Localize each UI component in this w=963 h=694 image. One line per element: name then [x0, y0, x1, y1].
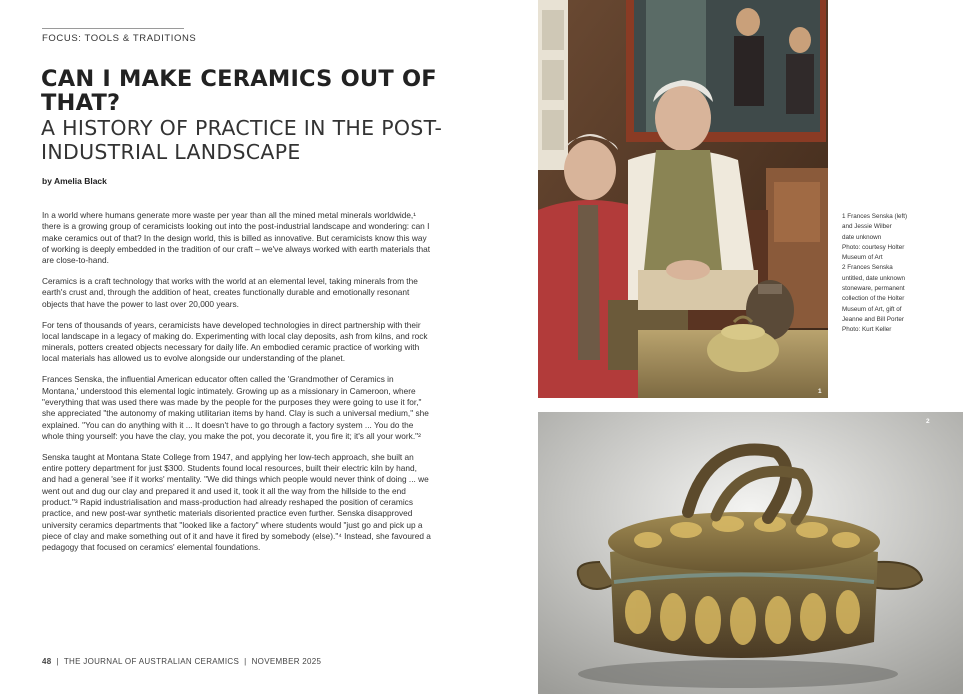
caption-line: untitled, date unknown: [842, 274, 906, 282]
caption-line: Museum of Art: [842, 254, 883, 262]
body-paragraph: In a world where humans generate more waste per year than all the mined metal minerals worldwide,¹ there is a growing group of ceramicists looking out into the post-industrial landscape and wondering: can I make ceramics out of that? In the design world, this is billed as innovative. But ceramicists know this way of working is deeply embedded in the tradition of our craft – we've always worked with earth materials that are close-to-hand.: [42, 210, 431, 266]
figure-number: 2: [926, 418, 930, 425]
footer-separator: |: [56, 657, 59, 666]
page-number: 48: [42, 657, 52, 666]
section-label: FOCUS: TOOLS & TRADITIONS: [42, 33, 197, 44]
issue-date: NOVEMBER 2025: [251, 657, 322, 666]
page-footer: [42, 657, 321, 666]
photo-caption: [842, 212, 957, 336]
article-subtitle: A HISTORY OF PRACTICE IN THE POST-INDUSTRIAL LANDSCAPE: [41, 116, 443, 164]
caption-line: date unknown: [842, 233, 882, 241]
journal-name: THE JOURNAL OF AUSTRALIAN CERAMICS: [63, 657, 240, 666]
caption-line: Jeanne and Bill Porter: [842, 315, 904, 323]
body-paragraph: Ceramics is a craft technology that works with the world at an elemental level, taking minerals from the earth's crust and, through the addition of heat, creates functionally durable and emotionally resonant objects that have the power to last over 20,000 years.: [42, 276, 418, 309]
byline: by Amelia Black: [42, 176, 107, 186]
section-rule: [42, 28, 184, 29]
figure-number: 1: [818, 388, 822, 395]
caption-line: Museum of Art, gift of: [842, 305, 902, 313]
article-headline: CAN I MAKE CERAMICS OUT OF THAT?: [41, 66, 437, 116]
photo-senska-and-wilber: [538, 0, 828, 398]
caption-line: 2 Frances Senska: [842, 264, 893, 272]
caption-line: collection of the Holter: [842, 295, 905, 303]
footer-separator: |: [244, 657, 247, 666]
photo-stoneware-casserole: [538, 412, 963, 694]
caption-line: and Jessie Wilber: [842, 223, 892, 231]
body-paragraph: For tens of thousands of years, ceramicists have developed technologies in direct partnership with their local landscape in a legacy of making do. Experimenting with local clay deposits, ash from kilns, and rock minerals, potters created objects necessary for daily life. An embodied ceramic practice of working with local materials has allowed us to evolve alongside our understanding of the planet.: [42, 319, 428, 364]
article-body: [42, 210, 432, 563]
caption-line: Photo: courtesy Holter: [842, 243, 905, 251]
caption-line: Photo: Kurt Keller: [842, 326, 892, 334]
body-paragraph: Frances Senska, the influential American educator often called the 'Grandmother of Ceramics in Montana,' understood this elemental logic intimately. Growing up as a missionary in Cameroon, where "everything that was used there was made by the people for the purposes they were going to use it for," she appreciated "the autonomy of making utilitarian items by hand. Clay is such a universal medium," she explained. "You can do anything with it ... It doesn't have to go through a factory system ... You do the whole thing yourself: you have the clay, you make the pot, you decorate it, you fire it; it's all your work."²: [42, 374, 429, 441]
caption-line: 1 Frances Senska (left): [842, 213, 908, 220]
caption-line: stoneware, permanent: [842, 285, 905, 293]
body-paragraph: Senska taught at Montana State College from 1947, and applying her low-tech approach, she built an entire pottery department for just $300. Students found local resources, built their electric kiln by hand, and had a general 'see if it works' mentality. "We did things which people would never think of doing ... we went out and dug our clay and prepared it and used it, took it all the way from the hillside to the end product."³ Rapid industrialisation and mass-production had already reshaped the position of ceramics practice, and new post-war synthetic materials disoriented practice even further. Senska disapproved university ceramics departments that "looked like a factory" where students would "just go and pick up a piece of clay and make something out of it and have it fired by somebody (else)."⁴ Instead, she favoured a pedagogy that focused on ceramics' elemental foundations.: [42, 451, 431, 553]
